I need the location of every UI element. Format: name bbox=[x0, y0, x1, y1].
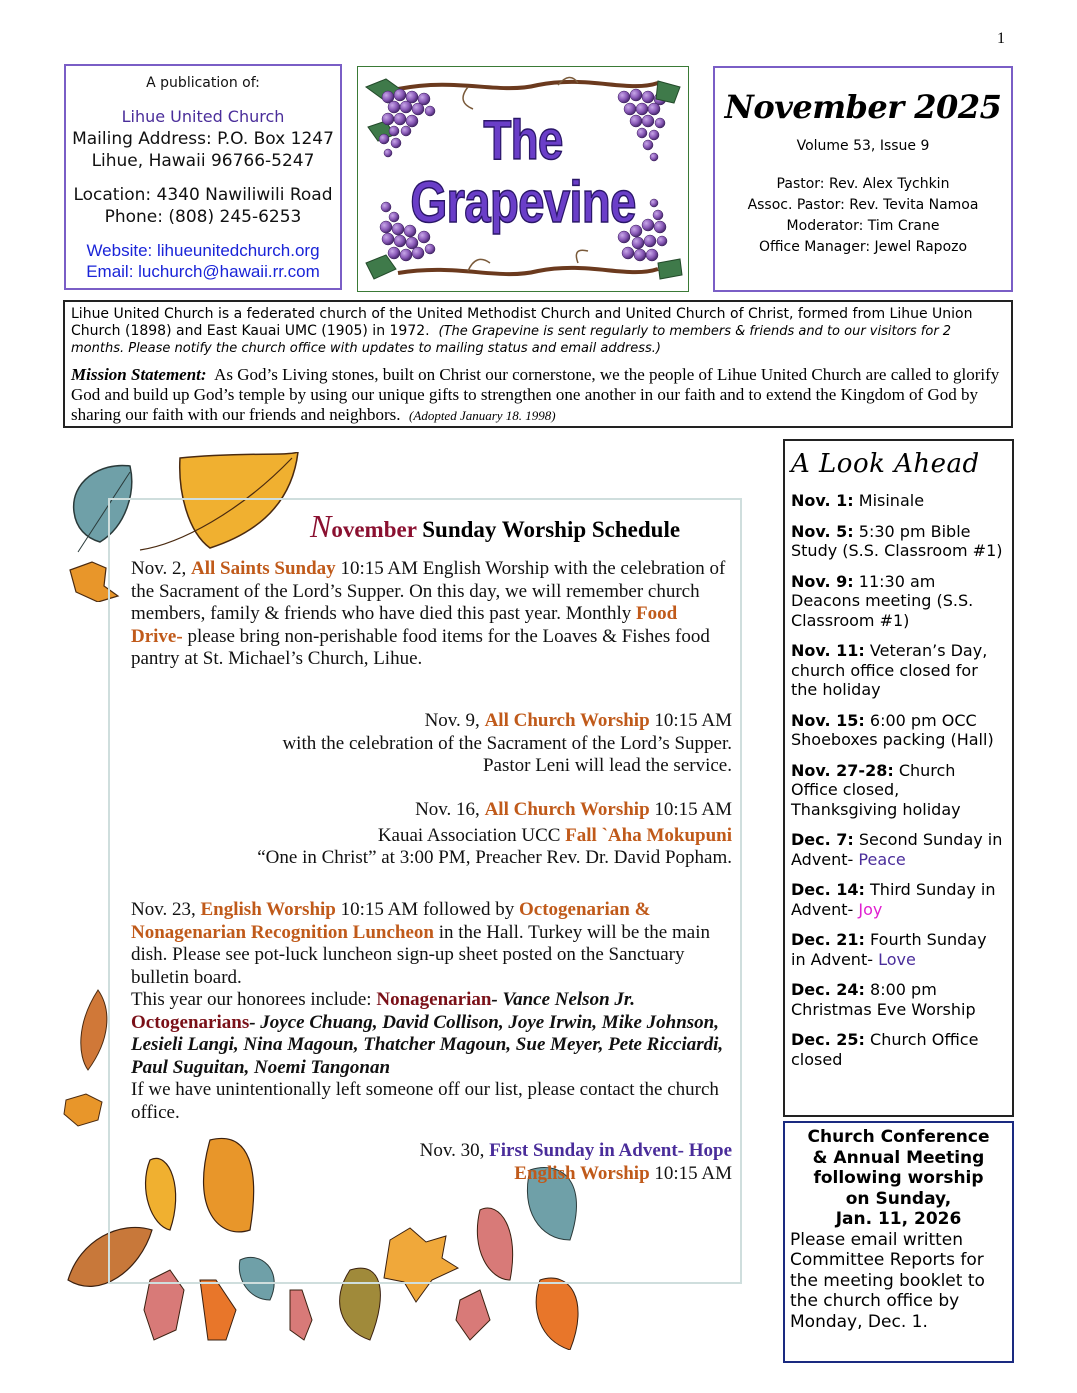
publication-intro: A publication of: bbox=[146, 75, 260, 91]
publisher-box bbox=[64, 64, 342, 290]
nov23-date: Nov. 23, bbox=[131, 899, 201, 920]
grapevine-logo bbox=[357, 66, 689, 292]
schedule-nov16 bbox=[131, 799, 732, 870]
volume-issue: Volume 53, Issue 9 bbox=[796, 138, 930, 154]
conference-heading-line: following worship bbox=[813, 1168, 984, 1188]
look-ahead-date: Dec. 25: bbox=[791, 1030, 865, 1049]
nov9-line3: Pastor Leni will lead the service. bbox=[482, 755, 732, 776]
look-ahead-text: 6:00 pm OCC Shoeboxes packing (Hall) bbox=[791, 710, 994, 749]
look-ahead-date: Dec. 7: bbox=[791, 830, 854, 849]
nov30-event2: English Worship bbox=[514, 1162, 650, 1184]
title-month: ovember bbox=[331, 517, 417, 542]
about-box bbox=[63, 300, 1013, 428]
look-ahead-date: Dec. 14: bbox=[791, 880, 865, 899]
nov16-time: 10:15 AM bbox=[649, 799, 732, 820]
look-ahead-item bbox=[791, 980, 1006, 1019]
mission-adopted: (Adopted January 18. 1998) bbox=[409, 408, 556, 423]
look-ahead-date: Dec. 24: bbox=[791, 980, 865, 999]
conference-heading-line: & Annual Meeting bbox=[812, 1147, 985, 1168]
nov23-luncheon: Octogenarian & Nonagenarian Recognition Luncheon bbox=[131, 899, 651, 943]
look-ahead-date: Nov. 5: bbox=[791, 521, 854, 541]
look-ahead-item bbox=[791, 880, 1006, 919]
conference-heading bbox=[790, 1127, 1007, 1230]
nov23-text2: in the Hall. Turkey will be the main dish. Please see pot-luck luncheon sign-up sheet posted on the Sanctuary bulletin board. bbox=[131, 921, 710, 988]
assoc-pastor: Assoc. Pastor: Rev. Tevita Namoa bbox=[747, 197, 979, 213]
pastor: Pastor: Rev. Alex Tychkin bbox=[776, 176, 950, 192]
nonagenarian-label: Nonagenarian bbox=[376, 989, 492, 1010]
look-ahead-item bbox=[791, 641, 1006, 700]
look-ahead-date: Dec. 21: bbox=[791, 930, 865, 949]
schedule-nov9 bbox=[131, 710, 732, 778]
title-rest: Sunday Worship Schedule bbox=[422, 517, 681, 542]
mailing-address: Mailing Address: P.O. Box 1247 bbox=[72, 129, 334, 149]
nov9-event: All Church Worship bbox=[484, 710, 650, 731]
look-ahead-text: Second Sunday in Advent- bbox=[791, 830, 1003, 869]
look-ahead-item bbox=[791, 930, 1006, 969]
look-ahead-date: Nov. 15: bbox=[791, 710, 865, 730]
church-name: Lihue United Church bbox=[121, 107, 285, 126]
nov16-date: Nov. 16, bbox=[415, 799, 485, 820]
issue-box bbox=[713, 66, 1013, 292]
look-ahead-item bbox=[791, 572, 1006, 631]
honorees-closing: If we have unintentionally left someone off our list, please contact the church office. bbox=[131, 1079, 719, 1123]
nov30-time: 10:15 AM bbox=[649, 1162, 732, 1184]
nov16-line3: “One in Christ” at 3:00 PM, Preacher Rev. Dr. David Popham. bbox=[257, 847, 732, 868]
website-link[interactable]: Website: lihueunitedchurch.org bbox=[86, 241, 320, 260]
look-ahead-text: Third Sunday in Advent- bbox=[791, 880, 996, 919]
nov23-text1: 10:15 AM followed by bbox=[335, 899, 519, 920]
nov16-aha: Fall `Aha Mokupuni bbox=[565, 824, 732, 846]
schedule-title bbox=[310, 508, 680, 545]
look-ahead-text: Fourth Sunday in Advent- bbox=[791, 930, 987, 969]
nov9-line2: with the celebration of the Sacrament of the Lord’s Supper. bbox=[282, 732, 732, 754]
look-ahead-item bbox=[791, 761, 1006, 820]
about-intro bbox=[71, 306, 1005, 357]
location: Location: 4340 Nawiliwili Road bbox=[73, 185, 333, 205]
nov2-event: All Saints Sunday bbox=[191, 558, 336, 579]
look-ahead-item bbox=[791, 711, 1006, 750]
nov23-event: English Worship bbox=[200, 899, 336, 920]
look-ahead-text: Misinale bbox=[853, 491, 925, 510]
issue-month: November 2025 bbox=[724, 88, 1002, 126]
office-manager: Office Manager: Jewel Rapozo bbox=[758, 239, 968, 255]
look-ahead-date: Nov. 11: bbox=[791, 641, 865, 660]
page-number: 1 bbox=[997, 30, 1005, 47]
conference-heading-line: on Sunday, bbox=[845, 1188, 952, 1209]
honorees-intro: This year our honorees include: bbox=[131, 989, 377, 1010]
nov30-date: Nov. 30, bbox=[419, 1140, 490, 1161]
nov30-event: First Sunday in Advent- Hope bbox=[489, 1140, 732, 1161]
look-ahead-list bbox=[791, 491, 1006, 1069]
conference-box bbox=[783, 1121, 1014, 1363]
look-ahead-text: Veteran’s Day, church office closed for the holiday bbox=[791, 641, 988, 699]
advent-theme: Joy bbox=[858, 899, 883, 919]
title-initial: N bbox=[310, 508, 332, 544]
look-ahead-text: Church Office closed bbox=[791, 1030, 979, 1069]
mission-text: As God’s Living stones, built on Christ our cornerstone, we the people of Lihue United Church are called to glorify God and build up God’s temple by using our unique gifts to strengthen one another in our faith and to extend the Kingdom of God by sharing our faith with our friends and neighbors. bbox=[71, 365, 1000, 424]
schedule-nov23 bbox=[131, 899, 729, 1124]
look-ahead-title: A Look Ahead bbox=[791, 449, 980, 479]
moderator: Moderator: Tim Crane bbox=[786, 218, 940, 234]
advent-theme: Love bbox=[878, 949, 916, 969]
nov16-assoc: Kauai Association UCC bbox=[377, 824, 566, 846]
look-ahead-box bbox=[783, 439, 1014, 1117]
about-intro-text: Lihue United Church is a federated church of the United Methodist Church and United Church of Christ, formed from Lihue Union Church (1898) and East Kauai UMC (1905) in 1972. bbox=[71, 306, 973, 339]
conference-body: Please email written Committee Reports for the meeting booklet to the church office by Monday, Dec. 1. bbox=[790, 1229, 985, 1332]
nov2-food-drive: Food Drive- bbox=[131, 603, 678, 647]
look-ahead-text: 8:00 pm Christmas Eve Worship bbox=[791, 980, 976, 1019]
octogenarian-label: Octogenarians bbox=[131, 1011, 250, 1033]
look-ahead-item bbox=[791, 522, 1006, 561]
nonagenarian-names: - Vance Nelson Jr. bbox=[491, 989, 635, 1010]
look-ahead-date: Nov. 9: bbox=[791, 571, 854, 591]
schedule-nov30 bbox=[131, 1140, 732, 1185]
mission-label: Mission Statement: bbox=[71, 365, 207, 384]
mission-statement bbox=[71, 365, 1005, 426]
email-link[interactable]: Email: luchurch@hawaii.rr.com bbox=[86, 262, 320, 281]
octogenarian-names: - Joyce Chuang, David Collison, Joye Irwin, Mike Johnson, Lesieli Langi, Nina Magoun, Thatcher Magoun, Sue Meyer, Pete Ricciardi, Paul Suguitan, Noemi Tangonan bbox=[131, 1011, 724, 1078]
schedule-nov2 bbox=[131, 558, 731, 671]
nov9-time: 10:15 AM bbox=[649, 710, 732, 731]
nov2-text1: 10:15 AM English Worship with the celebration of the Sacrament of the Lord’s Supper. On this day, we will remember church members, family & friends who have died this past year. Monthly bbox=[131, 558, 726, 624]
nov2-date: Nov. 2, bbox=[131, 558, 191, 579]
look-ahead-item bbox=[791, 830, 1006, 869]
conference-heading-line: Church Conference bbox=[807, 1127, 990, 1147]
phone: Phone: (808) 245-6253 bbox=[104, 207, 302, 227]
logo-title-line2: Grapevine bbox=[410, 170, 636, 235]
nov9-date: Nov. 9, bbox=[424, 710, 485, 731]
look-ahead-text: Church Office closed, Thanksgiving holiday bbox=[791, 760, 961, 819]
nov16-event: All Church Worship bbox=[484, 799, 650, 820]
look-ahead-date: Nov. 1: bbox=[791, 491, 854, 510]
nov2-text2: please bring non-perishable food items for the Loaves & Fishes food pantry at St. Michael’s Church, Lihue. bbox=[131, 625, 710, 669]
advent-theme: Peace bbox=[858, 849, 906, 869]
look-ahead-date: Nov. 27-28: bbox=[791, 760, 894, 780]
logo-title-line1: The bbox=[483, 108, 563, 171]
look-ahead-item bbox=[791, 1030, 1006, 1069]
look-ahead-item bbox=[791, 491, 1006, 511]
about-note: (The Grapevine is sent regularly to members & friends and to our visitors for 2 months. Please notify the church office with updates to mailing status and email address.) bbox=[71, 324, 952, 356]
city-zip: Lihue, Hawaii 96766-5247 bbox=[91, 151, 315, 171]
conference-heading-line: Jan. 11, 2026 bbox=[835, 1209, 962, 1229]
look-ahead-text: 11:30 am Deacons meeting (S.S. Classroom #1) bbox=[791, 571, 974, 630]
look-ahead-text: 5:30 pm Bible Study (S.S. Classroom #1) bbox=[791, 521, 1003, 560]
